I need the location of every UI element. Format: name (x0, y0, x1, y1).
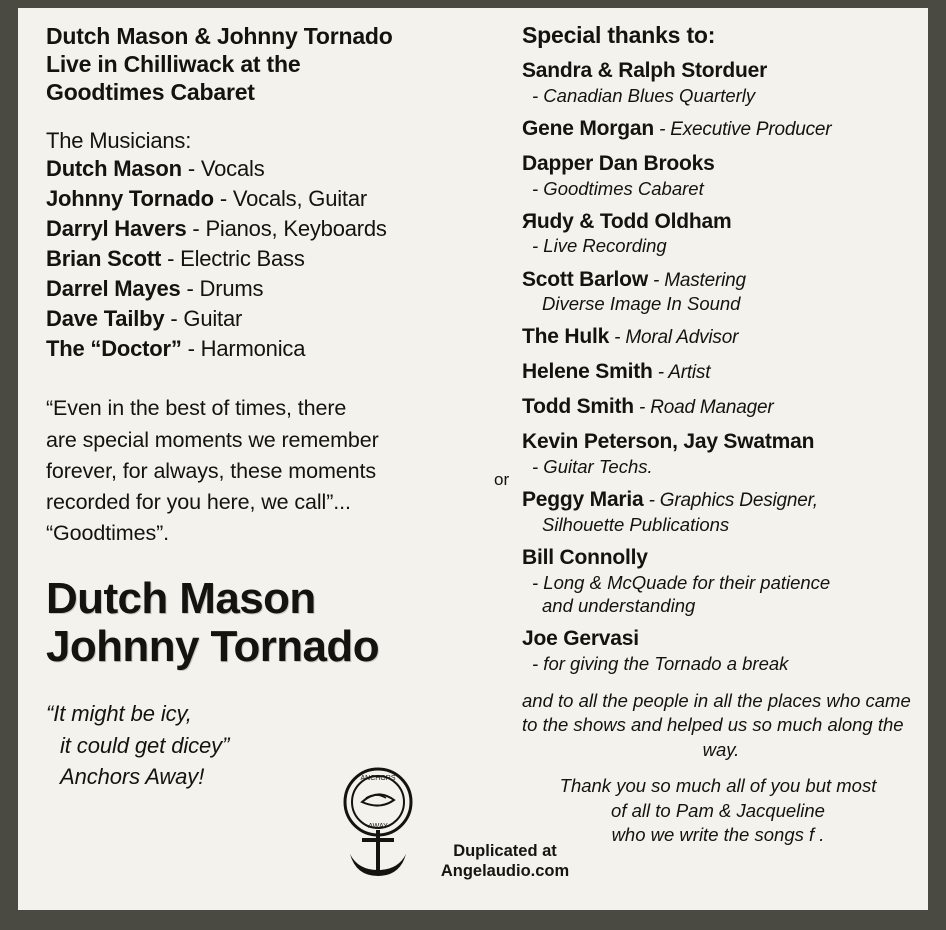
musician-name: Darryl Havers (46, 215, 187, 241)
list-item (46, 304, 494, 334)
album-title (46, 22, 494, 106)
musician-role: - Harmonica (181, 335, 306, 361)
svg-text:ANCHORS: ANCHORS (360, 775, 396, 782)
thanks-role: - Artist (652, 362, 711, 384)
closing-note (522, 689, 914, 762)
two-column-layout (32, 18, 914, 900)
anchor-logo-icon (332, 762, 424, 882)
list-item (46, 154, 494, 184)
musicians-list (46, 154, 494, 363)
list-item (522, 151, 914, 200)
liner-quote-line: “Even in the best of times, there (46, 396, 347, 421)
artist-wordmark-line-2: Johnny Tornado (46, 621, 379, 671)
thank-you-line: Thank you so much all of you but most (559, 774, 877, 796)
thanks-name: Todd Smith (522, 395, 634, 419)
liner-quote-line: forever, for always, these moments (46, 458, 376, 483)
or-marker: or (494, 470, 510, 489)
thanks-role: - Executive Producer (653, 118, 832, 140)
closing-note-line: way. (702, 738, 740, 760)
musician-role: - Guitar (164, 305, 243, 331)
thanks-role: - Graphics Designer, (643, 489, 818, 511)
thank-you-line: who we write the songs f . (611, 824, 825, 846)
artist-wordmark-line-1: Dutch Mason (46, 574, 316, 624)
list-item (522, 545, 914, 617)
musician-name: Dutch Mason (46, 156, 182, 182)
list-item (522, 487, 914, 536)
musician-name: Dave Tailby (46, 305, 165, 331)
thanks-name: Bill Connolly (522, 545, 648, 569)
thanks-name: Яudy & Todd Oldham (522, 209, 732, 233)
artist-wordmark (46, 575, 494, 670)
thanks-subline: Diverse Image In Sound (542, 293, 741, 315)
thanks-role: - Mastering (647, 269, 746, 291)
tagline-line-2: it could get dicey” (60, 732, 230, 758)
tagline-line-3: Anchors Away! (60, 763, 205, 789)
musician-name: Johnny Tornado (46, 186, 214, 212)
thanks-name: Kevin Peterson, Jay Swatman (522, 429, 815, 453)
liner-quote-line: recorded for you here, we call”... (46, 490, 351, 514)
svg-text:AWAY: AWAY (368, 823, 388, 830)
duplicated-credit-line-1: Duplicated at (453, 841, 557, 860)
album-title-line-2: Live in Chilliwack at the (46, 51, 301, 78)
thank-you-note (522, 774, 914, 848)
thanks-name: Gene Morgan (522, 116, 654, 140)
thanks-name: Dapper Dan Brooks (522, 151, 715, 175)
thanks-subline: - Canadian Blues Quarterly (532, 84, 756, 106)
list-item (522, 116, 914, 142)
album-title-line-3: Goodtimes Cabaret (46, 79, 255, 106)
liner-paper (18, 8, 928, 910)
album-title-line-1: Dutch Mason & Johnny Tornado (46, 23, 393, 49)
musician-name: The “Doctor” (46, 335, 182, 361)
list-item (46, 244, 494, 274)
thanks-name: Sandra & Ralph Storduer (522, 59, 768, 82)
list-item (522, 626, 914, 675)
list-item (522, 324, 914, 350)
list-item (46, 334, 494, 364)
musician-role: - Pianos, Keyboards (186, 215, 387, 241)
thanks-subline: Silhouette Publications (542, 513, 730, 535)
thanks-subline: - Live Recording (532, 235, 667, 257)
thanks-subline: - Long & McQuade for their patience (532, 571, 831, 593)
thanks-role: - Moral Advisor (609, 327, 739, 349)
list-item (522, 209, 914, 258)
thanks-subline: and understanding (542, 594, 696, 616)
musician-role: - Vocals, Guitar (213, 186, 368, 212)
list-item (522, 58, 914, 107)
thanks-list (522, 58, 914, 675)
thank-you-line: of all to Pam & Jacqueline (611, 799, 825, 821)
list-item (46, 184, 494, 214)
musician-name: Darrel Mayes (46, 275, 181, 301)
list-item (522, 267, 914, 316)
list-item (522, 359, 914, 385)
thanks-name: Scott Barlow (522, 267, 648, 291)
thanks-name: Joe Gervasi (522, 626, 639, 650)
musician-role: - Drums (180, 275, 264, 301)
closing-note-line: to the shows and helped us so much along the (522, 714, 904, 736)
duplicated-credit-line-2: Angelaudio.com (440, 862, 570, 881)
special-thanks-heading: Special thanks to: (522, 22, 716, 48)
closing-note-line: and to all the people in all the places who came (522, 689, 911, 711)
thanks-subline: - for giving the Tornado a break (532, 652, 789, 674)
musicians-heading: The Musicians: (46, 128, 192, 154)
thanks-subline: - Guitar Techs. (532, 455, 653, 477)
list-item (522, 429, 914, 478)
thanks-name: Peggy Maria (522, 487, 644, 511)
musician-name: Brian Scott (46, 245, 162, 271)
list-item (522, 394, 914, 420)
liner-quote-line: “Goodtimes”. (46, 521, 170, 546)
tagline-line-1: “It might be icy, (46, 701, 192, 727)
thanks-role: - Road Manager (633, 397, 774, 419)
right-column (494, 18, 914, 900)
musician-role: - Vocals (181, 156, 265, 182)
thanks-subline: - Goodtimes Cabaret (532, 177, 704, 199)
thanks-name: Helene Smith (522, 360, 653, 384)
list-item (46, 274, 494, 304)
liner-quote-line: are special moments we remember (46, 427, 379, 452)
list-item (46, 214, 494, 244)
thanks-name: The Hulk (522, 325, 610, 349)
musician-role: - Electric Bass (161, 245, 305, 271)
liner-quote (46, 393, 494, 549)
tagline (46, 698, 494, 792)
